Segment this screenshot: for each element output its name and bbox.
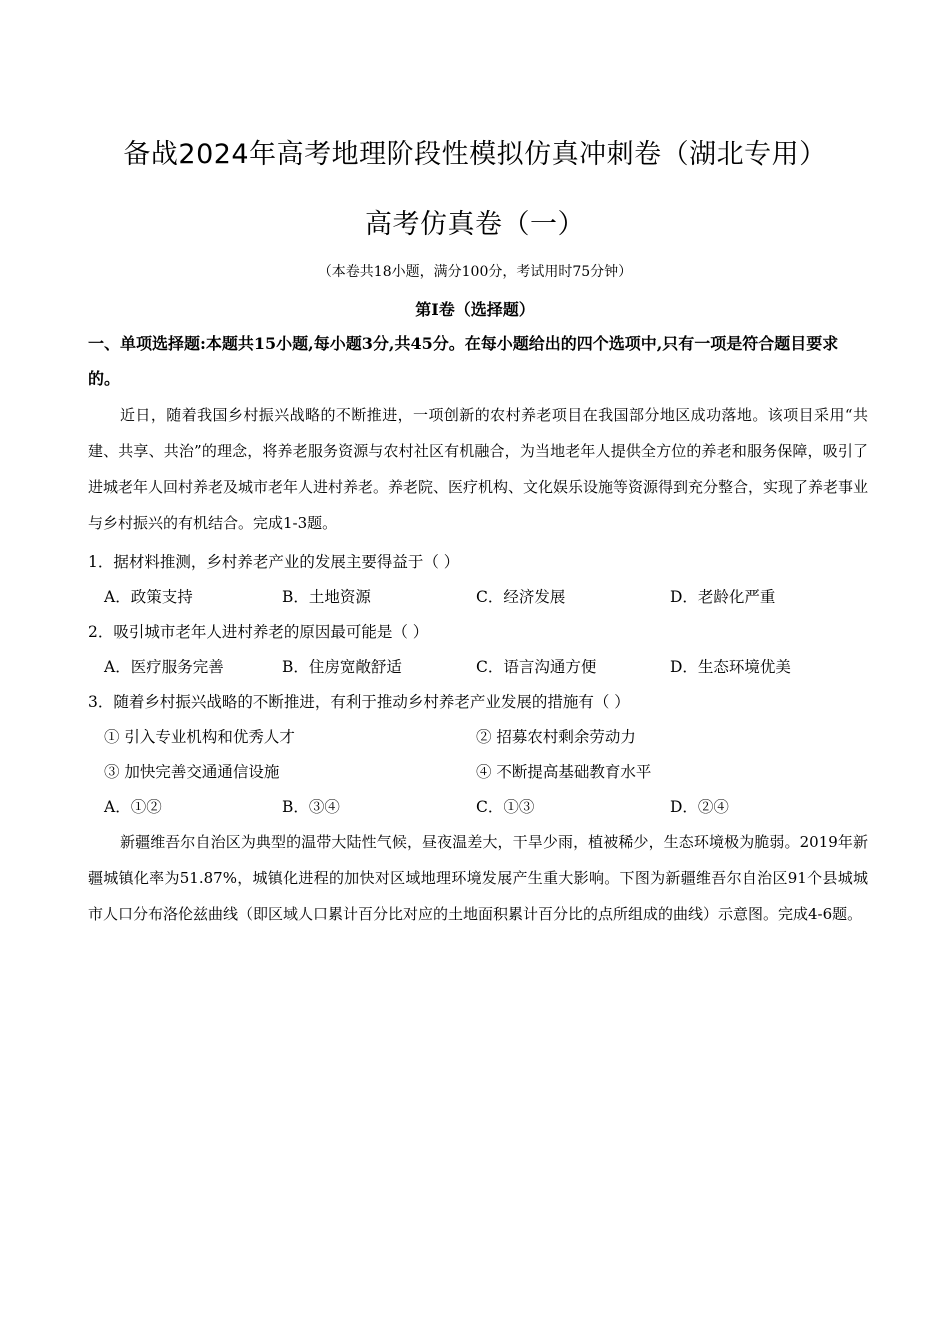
question-3-statement-1: ① 引入专业机构和优秀人才 (104, 728, 295, 746)
question-3-option-b: B．③④ (282, 798, 340, 816)
question-3-option-d: D．②④ (670, 798, 729, 816)
passage-1: 近日，随着我国乡村振兴战略的不断推进，一项创新的农村养老项目在我国部分地区成功落地。该项目采用“共建、共享、共治”的理念，将养老服务资源与农村社区有机融合，为当地老年人提供全方位的养老和服务保障，吸引了进城老年人回村养老及城市老年人进村养老。养老院、医疗机构、文化娱乐设施等资源得到充分整合，实现了养老事业与乡村振兴的有机结合。完成1-3题。 (88, 406, 869, 532)
question-3-statement-2: ② 招募农村剩余劳动力 (476, 728, 636, 746)
exam-title: 备战2024年高考地理阶段性模拟仿真冲刺卷（湖北专用） (123, 139, 827, 170)
question-2-option-a: A．医疗服务完善 (104, 658, 224, 676)
question-2-option-b: B．住房宽敞舒适 (282, 658, 402, 676)
exam-subtitle: 高考仿真卷（一） (365, 209, 585, 240)
question-2-option-c: C．语言沟通方便 (476, 658, 597, 676)
passage-2: 新疆维吾尔自治区为典型的温带大陆性气候，昼夜温差大，干旱少雨，植被稀少，生态环境极为脆弱。2019年新疆城镇化率为51.87%，城镇化进程的加快对区域地理环境发展产生重大影响。下图为新疆维吾尔自治区91个县城城市人口分布洛伦兹曲线（即区域人口累计百分比对应的土地面积累计百分比的点所组成的曲线）示意图。完成4-6题。 (88, 833, 868, 923)
question-2-option-d: D．生态环境优美 (670, 658, 791, 676)
question-3-option-c: C．①③ (476, 798, 535, 816)
section-instruction: 一、单项选择题:本题共15小题,每小题3分,共45分。在每小题给出的四个选项中,只有一项是符合题目要求的。 (88, 334, 839, 388)
question-1-option-d: D．老龄化严重 (670, 588, 776, 606)
question-1-option-a: A．政策支持 (104, 588, 193, 606)
question-3-statement-4: ④ 不断提高基础教育水平 (476, 763, 652, 781)
question-1-option-b: B．土地资源 (282, 588, 371, 606)
question-3-option-a: A．①② (104, 798, 162, 816)
question-3-stem: 3．随着乡村振兴战略的不断推进，有利于推动乡村养老产业发展的措施有（ ） (88, 693, 630, 711)
volume-heading: 第I卷（选择题） (415, 300, 535, 319)
exam-note: （本卷共18小题，满分100分，考试用时75分钟） (317, 264, 633, 280)
question-2-stem: 2．吸引城市老年人进村养老的原因最可能是（ ） (88, 623, 429, 641)
question-1-stem: 1．据材料推测，乡村养老产业的发展主要得益于（ ） (88, 553, 460, 571)
question-1-option-c: C．经济发展 (476, 588, 566, 606)
question-3-statement-3: ③ 加快完善交通通信设施 (104, 763, 280, 781)
